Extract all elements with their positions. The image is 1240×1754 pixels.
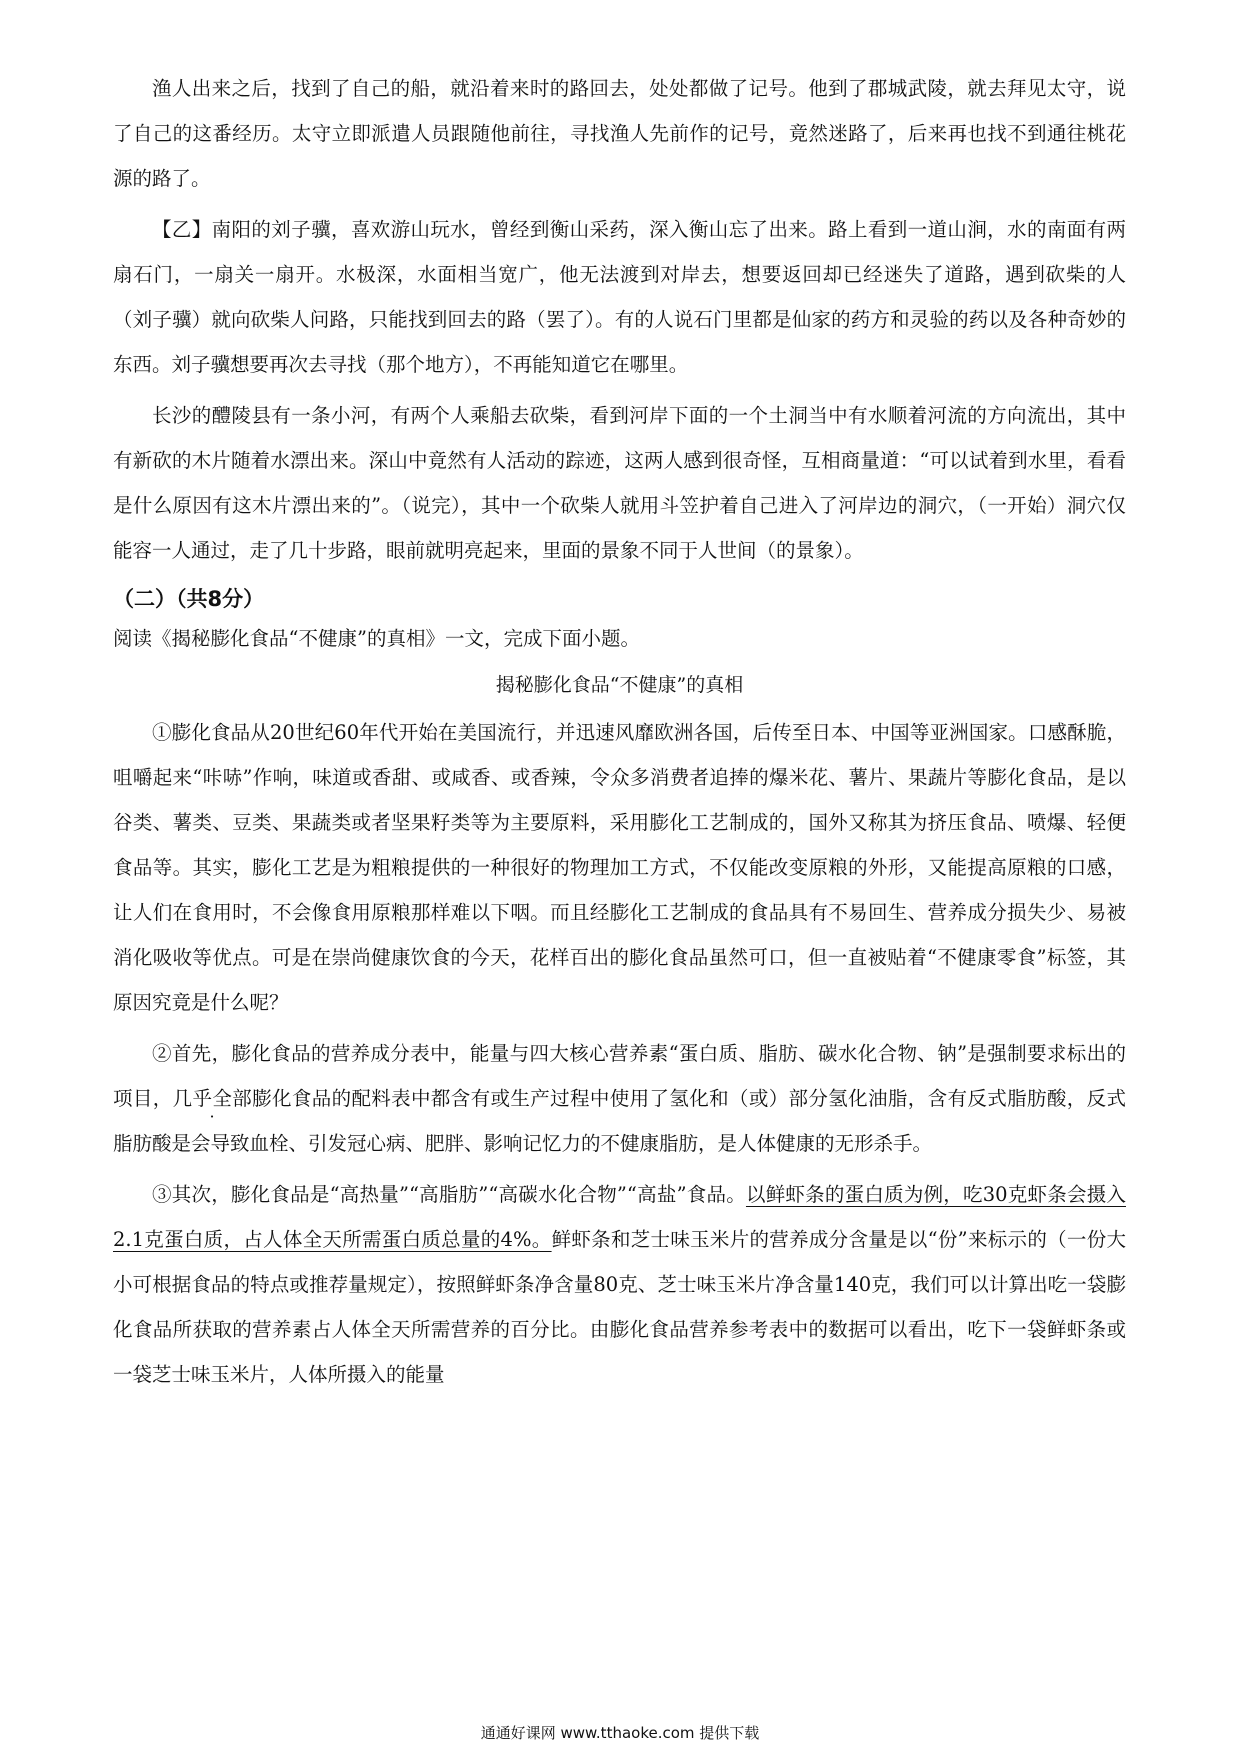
section-heading: （二）（共8分） — [113, 587, 265, 611]
reading-instruction: 阅读《揭秘膨化食品“不健康”的真相》一文，完成下面小题。 — [113, 627, 640, 650]
document-page — [113, 66, 1126, 1397]
paragraph-3-text-b: 鲜虾条和芝士味玉米片的营养成分含量是以“份”来标示的（一份大小可根据食品的特点或推荐量规定），按照鲜虾条净含量80克、芝士味玉米片净含量140克，我们可以计算出吃一袋膨化食品所获取的营养素占人体全天所需营养的百分比。由膨化食品营养参考表中的数据可以看出，吃下一袋鲜虾条或一袋芝士味玉米片，人体所摄入的能量 — [113, 1228, 1126, 1386]
article-paragraph-2 — [113, 1031, 1126, 1166]
translation-paragraph-1: 渔人出来之后，找到了自己的船，就沿着来时的路回去，处处都做了记号。他到了郡城武陵，就去拜见太守，说了自己的这番经历。太守立即派遣人员跟随他前往，寻找渔人先前作的记号，竟然迷路了，后来再也找不到通往桃花源的路了。 — [113, 77, 1126, 190]
underlined-sentence: 以鲜虾条的蛋白质为例，吃30克虾条会摄入2.1克蛋白质，占人体全天所需蛋白质总量的4%。 — [113, 1183, 1126, 1251]
page-footer: 通通好课网 www.tthaoke.com 提供下载 — [480, 1724, 760, 1742]
article-paragraph-1: ①膨化食品从20世纪60年代开始在美国流行，并迅速风靡欧洲各国，后传至日本、中国等亚洲国家。口感酥脆，咀嚼起来“咔哧”作响，味道或香甜、或咸香、或香辣，令众多消费者追捧的爆米花、薯片、果蔬片等膨化食品，是以谷类、薯类、豆类、果蔬类或者坚果籽类等为主要原料，采用膨化工艺制成的，国外又称其为挤压食品、喷爆、轻便食品等。其实，膨化工艺是为粗粮提供的一种很好的物理加工方式，不仅能改变原粮的外形，又能提高原粮的口感，让人们在食用时，不会像食用原粮那样难以下咽。而且经膨化工艺制成的食品具有不易回生、营养成分损失少、易被消化吸收等优点。可是在崇尚健康饮食的今天，花样百出的膨化食品虽然可口，但一直被贴着“不健康零食”标签，其原因究竟是什么呢？ — [113, 721, 1126, 1014]
paragraph-2-text-a: ②首先，膨化食品的营养成分表中，能量与四大核心营养素“蛋白质、脂肪、碳水化合物、钠”是强制要求标出的项目， — [113, 1042, 1126, 1110]
paragraph-3-text-a: ③其次，膨化食品是“高热量”“高脂肪”“高碳水化合物”“高盐”食品。 — [152, 1183, 746, 1206]
article-title: 揭秘膨化食品“不健康”的真相 — [495, 674, 744, 696]
article-paragraph-3 — [113, 1172, 1126, 1397]
translation-paragraph-2: 【乙】南阳的刘子骥，喜欢游山玩水，曾经到衡山采药，深入衡山忘了出来。路上看到一道山涧，水的南面有两扇石门，一扇关一扇开。水极深，水面相当宽广，他无法渡到对岸去，想要返回却已经迷失了道路，遇到砍柴的人（刘子骥）就向砍柴人问路，只能找到回去的路（罢了）。有的人说石门里都是仙家的药方和灵验的药以及各种奇妙的东西。刘子骥想要再次去寻找（那个地方），不再能知道它在哪里。 — [113, 218, 1126, 376]
paragraph-2-text-b: 全部膨化食品的配料表中都含有或生产过程中使用了氢化和（或）部分氢化油脂，含有反式脂肪酸，反式脂肪酸是会导致血栓、引发冠心病、肥胖、影响记忆力的不健康脂肪，是人体健康的无形杀手。 — [113, 1087, 1126, 1155]
translation-paragraph-3: 长沙的醴陵县有一条小河，有两个人乘船去砍柴，看到河岸下面的一个土洞当中有水顺着河流的方向流出，其中有新砍的木片随着水漂出来。深山中竟然有人活动的踪迹，这两人感到很奇怪，互相商量道：“可以试着到水里，看看是什么原因有这木片漂出来的”。（说完），其中一个砍柴人就用斗笠护着自己进入了河岸边的洞穴，（一开始）洞穴仅能容一人通过，走了几十步路，眼前就明亮起来，里面的景象不同于人世间（的景象）。 — [113, 404, 1126, 562]
dotted-word: 几乎 — [172, 1087, 213, 1110]
